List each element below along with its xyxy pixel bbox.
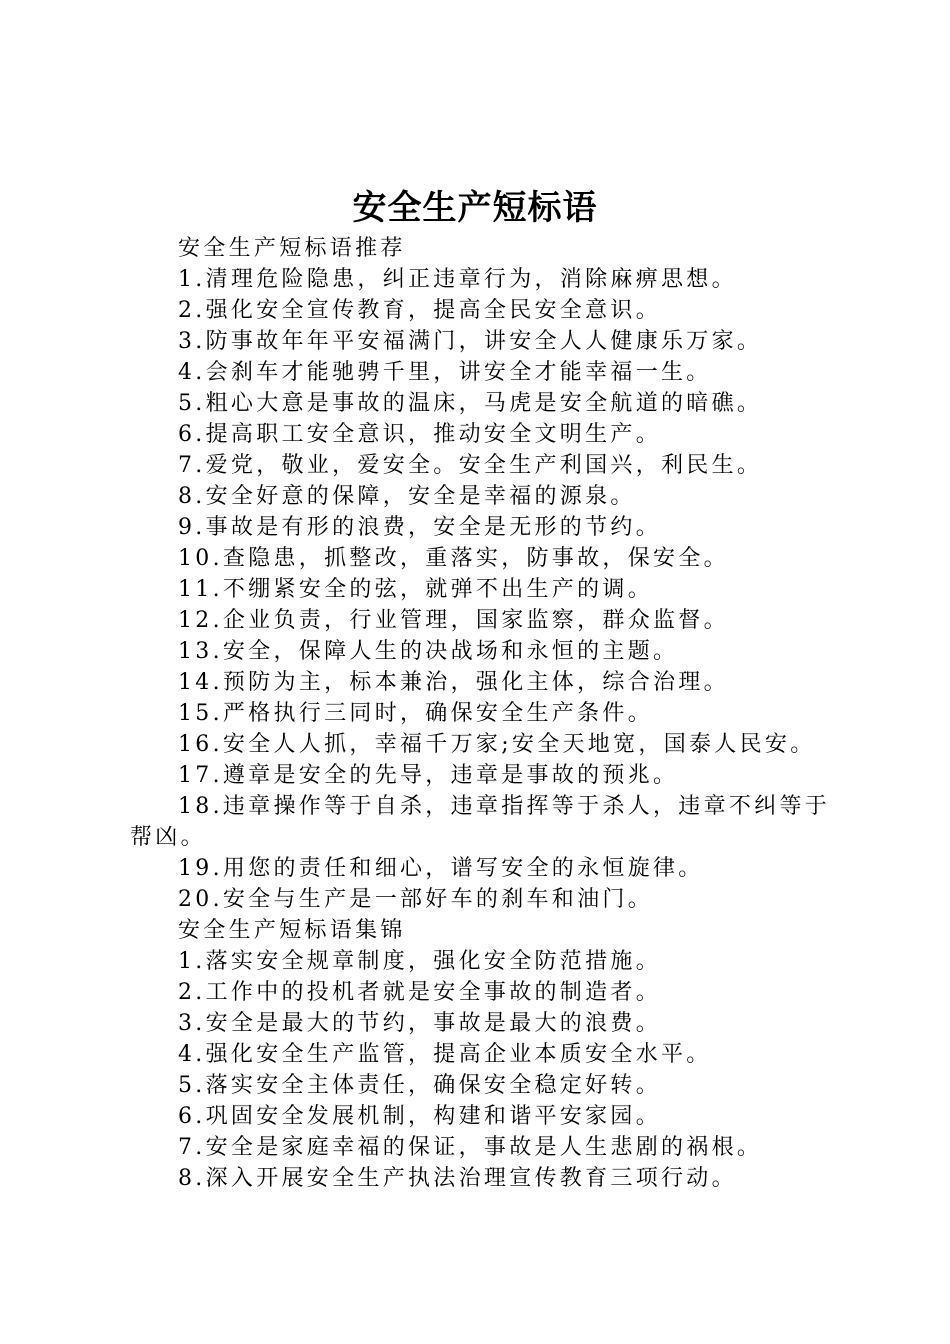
slogan-item: 3.安全是最大的节约，事故是最大的浪费。 [178,1011,661,1036]
slogan-item: 7.爱党，敬业，爱安全。安全生产利国兴，利民生。 [178,453,763,478]
document-body [130,233,845,1194]
slogan-item: 8.深入开展安全生产执法治理宣传教育三项行动。 [178,1166,737,1191]
section-heading: 安全生产短标语推荐 [178,236,406,261]
slogan-item: 4.强化安全生产监管，提高企业本质安全水平。 [178,1042,712,1067]
slogan-item: 2.强化安全宣传教育，提高全民安全意识。 [178,298,661,323]
document-title: 安全生产短标语 [352,188,598,228]
slogan-item: 1.落实安全规章制度，强化安全防范措施。 [178,949,661,974]
section-heading: 安全生产短标语集锦 [178,918,406,943]
slogan-item: 11.不绷紧安全的弦，就弹不出生产的调。 [178,577,653,602]
slogan-item: 13.安全，保障人生的决战场和永恒的主题。 [178,639,679,664]
slogan-item: 10.查隐患，抓整改，重落实，防事故，保安全。 [178,546,729,571]
slogan-item: 5.粗心大意是事故的温床，马虎是安全航道的暗礁。 [178,391,763,416]
slogan-item: 3.防事故年年平安福满门，讲安全人人健康乐万家。 [178,329,763,354]
slogan-item: 2.工作中的投机者就是安全事故的制造者。 [178,980,661,1005]
slogan-item: 1.清理危险隐患，纠正违章行为，消除麻痹思想。 [178,267,737,292]
slogan-item: 9.事故是有形的浪费，安全是无形的节约。 [178,515,661,540]
slogan-item: 6.提高职工安全意识，推动安全文明生产。 [178,422,661,447]
slogan-item: 5.落实安全主体责任，确保安全稳定好转。 [178,1073,661,1098]
slogan-item: 6.巩固安全发展机制，构建和谐平安家园。 [178,1104,661,1129]
slogan-item: 16.安全人人抓，幸福千万家;安全天地宽，国泰人民安。 [178,732,816,757]
slogan-item: 17.遵章是安全的先导，违章是事故的预兆。 [178,763,679,788]
slogan-item: 7.安全是家庭幸福的保证，事故是人生悲剧的祸根。 [178,1135,763,1160]
slogan-item: 19.用您的责任和细心，谱写安全的永恒旋律。 [178,856,704,881]
slogan-item: 18.违章操作等于自杀，违章指挥等于杀人，违章不纠等于帮凶。 [130,794,831,850]
slogan-item: 14.预防为主，标本兼治，强化主体，综合治理。 [178,670,729,695]
slogan-item: 15.严格执行三同时，确保安全生产条件。 [178,701,653,726]
slogan-item: 20.安全与生产是一部好车的刹车和油门。 [178,887,653,912]
slogan-item: 4.会刹车才能驰骋千里，讲安全才能幸福一生。 [178,360,712,385]
slogan-item: 8.安全好意的保障，安全是幸福的源泉。 [178,484,636,509]
slogan-item: 12.企业负责，行业管理，国家监察，群众监督。 [178,608,729,633]
